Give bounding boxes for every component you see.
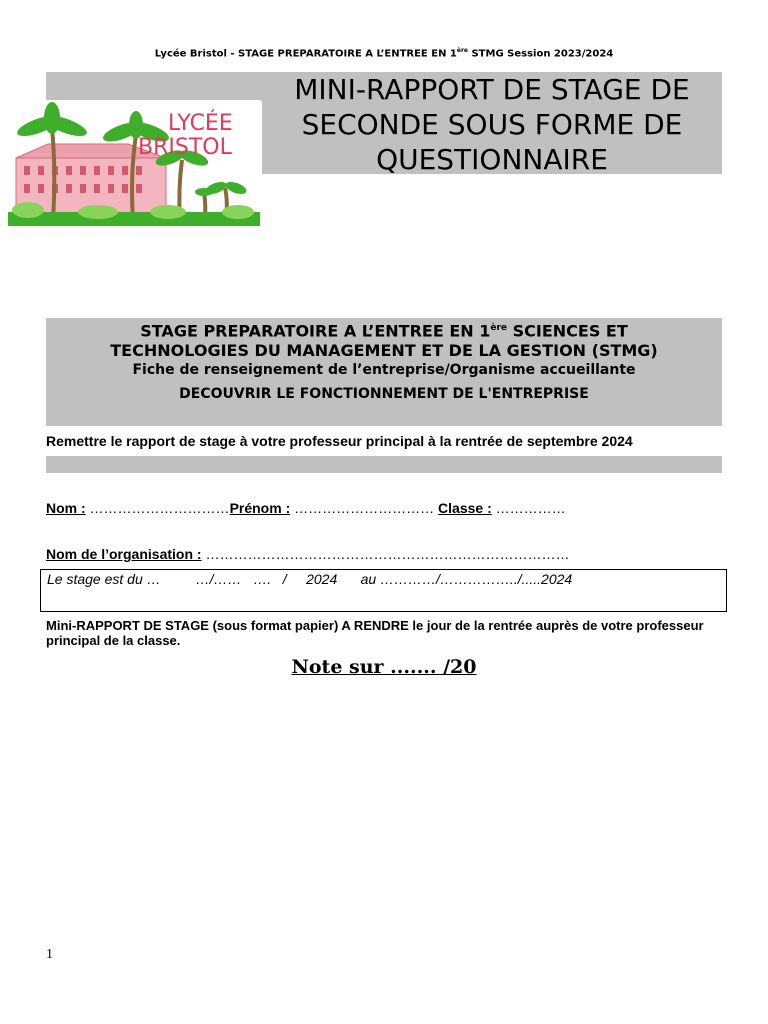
stage-dates-text: Le stage est du … …/…… …. / 2024 au …………/……………../.....2024 [47,571,573,587]
remit-instruction: Remettre le rapport de stage à votre professeur principal à la rentrée de septembre 2024 [46,433,633,449]
document-title: MINI-RAPPORT DE STAGE DE SECONDE SOUS FORME DE QUESTIONNAIRE [294,73,690,176]
lycee-bristol-logo [8,100,260,226]
submission-note: Mini-RAPPORT DE STAGE (sous format papier) A RENDRE le jour de la rentrée auprès de votre professeur principal de la classe. [46,618,704,648]
grey-divider [46,456,722,473]
page-header: Lycée Bristol - STAGE PREPARATOIRE A L’ENTREE EN 1ère STMG Session 2023/2024 [154,47,614,60]
organisation-field[interactable]: …………………………………………………………………… [201,546,570,562]
prenom-label: Prénom : [229,500,291,516]
identity-row [46,500,566,516]
classe-label: Classe : [438,500,492,516]
nom-label: Nom : [46,500,86,516]
stage-title: STAGE PREPARATOIRE A L’ENTREE EN 1ère SCIENCES ET TECHNOLOGIES DU MANAGEMENT ET DE LA GESTION (STMG) [110,321,658,361]
logo-text-lycee: LYCÉE [168,111,233,136]
prenom-field[interactable]: ………………………… [290,500,439,516]
stage-subtitle: Fiche de renseignement de l’entreprise/Organisme accueillante [132,362,636,378]
nom-field[interactable]: ………………………… [85,500,230,516]
grade-note: Note sur ....... /20 [291,656,477,678]
organisation-row [46,546,569,562]
stage-dates-box[interactable] [40,569,727,612]
stage-objective: DECOUVRIR LE FONCTIONNEMENT DE L'ENTREPRISE [179,386,589,402]
classe-field[interactable]: …………… [491,500,566,516]
page-number: 1 [46,947,53,962]
logo-text-bristol: BRISTOL [138,135,232,160]
organisation-label: Nom de l’organisation : [46,546,202,562]
